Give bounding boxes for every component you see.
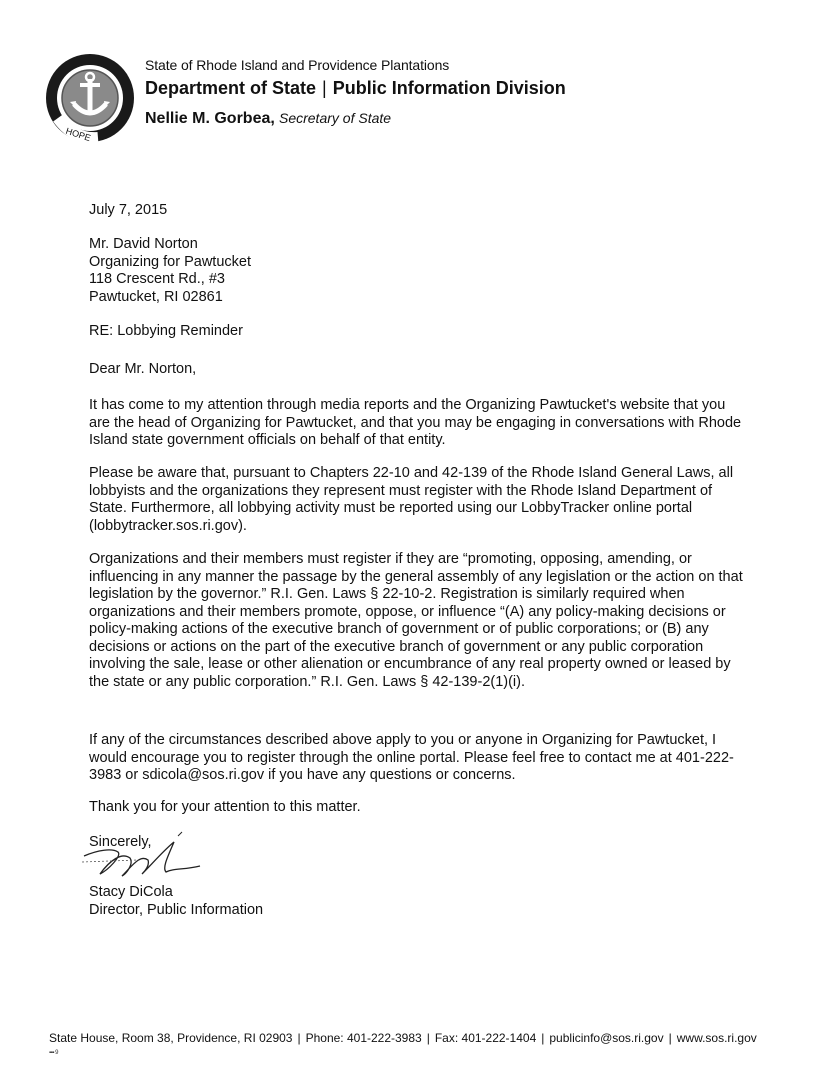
footer-separator: | (668, 1031, 672, 1045)
union-bug-mark: ▪▪▪ 9 (49, 1050, 58, 1056)
footer-fax: Fax: 401-222-1404 (434, 1031, 537, 1045)
footer-separator: | (541, 1031, 545, 1045)
thanks-line: Thank you for your attention to this matter. (89, 799, 361, 815)
body-paragraph: If any of the circumstances described above apply to you or anyone in Organizing for Pawtucket, I would encourage you to register through the online portal. Please feel free to contact me at 401-222-3983 or sdicola@sos.ri.gov if you have any questions or concerns. (89, 732, 734, 783)
recipient-line: Pawtucket, RI 02861 (89, 288, 223, 305)
recipient-line: 118 Crescent Rd., #3 (89, 271, 225, 287)
salutation: Dear Mr. Norton, (89, 361, 197, 377)
footer-website: www.sos.ri.gov (676, 1031, 757, 1045)
handwritten-signature (78, 830, 218, 888)
body-paragraph: It has come to my attention through media reports and the Organizing Pawtucket's website that you are the head of Organizing for Pawtucket, and that you may be engaging in conversations with Rhode Island state government officials on behalf of that entity. (89, 397, 742, 448)
footer (49, 1031, 757, 1045)
footer-phone: Phone: 401-222-3983 (305, 1031, 422, 1045)
recipient-address (89, 236, 251, 306)
secretary-name: Nellie M. Gorbea, (145, 110, 275, 127)
letterhead-secretary-line (145, 110, 391, 128)
letterhead-division: Public Information Division (332, 78, 566, 98)
footer-separator: | (297, 1031, 301, 1045)
letterhead-separator: | (322, 78, 327, 98)
footer-email: publicinfo@sos.ri.gov (549, 1031, 664, 1045)
footer-separator: | (426, 1031, 430, 1045)
letterhead-state-name: State of Rhode Island and Providence Plantations (145, 57, 450, 73)
union-bug-number: 9 (55, 1050, 58, 1056)
footer-address: State House, Room 38, Providence, RI 02903 (49, 1031, 293, 1045)
letter-date: July 7, 2015 (89, 202, 168, 218)
body-paragraph: Organizations and their members must register if they are “promoting, opposing, amending, or influencing in any manner the passage by the general assembly of any legislation or the action on that legislation by the governor.” R.I. Gen. Laws § 22-10-2. Registration is similarly required when organizations and their members promote, oppose, or influence “(A) any policy-making decisions or policy-making actions of the executive branch of government or of public corporations; or (B) any decisions or actions on the part of the executive branch of government or any public corporation involving the sale, lease or other alienation or encumbrance of any real property owned or leased by the state or any public corporation.” R.I. Gen. Laws § 42-139-2(1)(i). (89, 551, 743, 690)
closing: Sincerely, (89, 834, 152, 850)
signer-name: Stacy DiCola (89, 884, 173, 900)
body-paragraph: Please be aware that, pursuant to Chapters 22-10 and 42-139 of the Rhode Island General Laws, all lobbyists and the organizations they represent must register with the Rhode Island Department of State. Furthermore, all lobbying activity must be reported using our LobbyTracker online portal (lobbytracker.sos.ri.gov). (89, 465, 734, 534)
state-seal-icon (44, 52, 136, 144)
letterhead-department: Department of State (145, 78, 317, 98)
recipient-line: Organizing for Pawtucket (89, 253, 251, 270)
recipient-line: Mr. David Norton (89, 236, 198, 252)
subject-line: RE: Lobbying Reminder (89, 323, 243, 339)
signer-title: Director, Public Information (89, 902, 264, 918)
seal-hope-text: HOPE (64, 125, 92, 144)
secretary-title: Secretary of State (278, 110, 392, 126)
letterhead-department-line (145, 78, 566, 99)
